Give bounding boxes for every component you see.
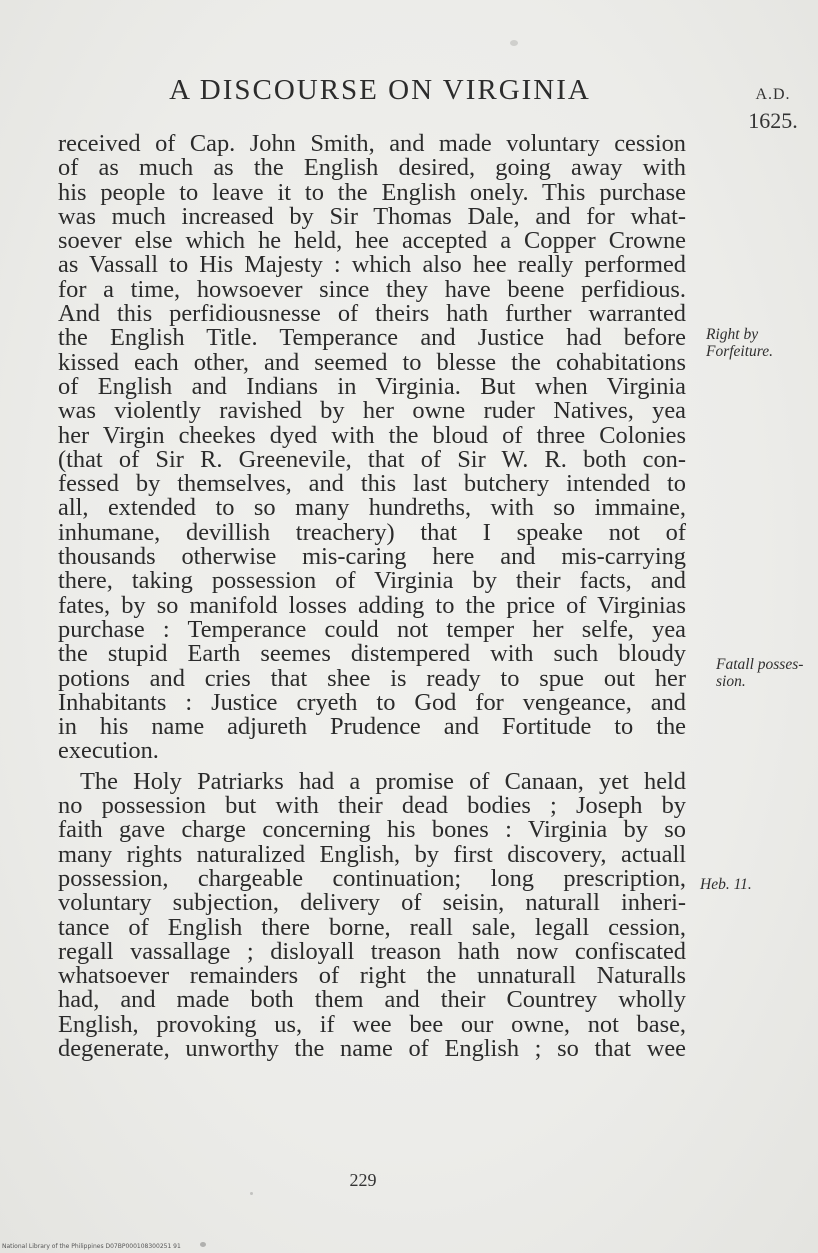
text-line: regall vassallage ; disloyall treason hath now confiscated — [58, 937, 686, 965]
text-line: fates, by so manifold losses adding to the price of Virginias — [58, 591, 686, 619]
text-line: And this perfidiousnesse of theirs hath further warranted — [58, 300, 686, 328]
margin-note-fatall-possession — [716, 656, 803, 690]
paragraph-1 — [58, 132, 686, 764]
text-line: her Virgin cheekes dyed with the bloud of three Colonies — [58, 421, 686, 449]
text-line: many rights naturalized English, by first discovery, actuall — [58, 840, 686, 868]
text-line: soever else which he held, hee accepted a Copper Crowne — [58, 227, 686, 255]
text-line: possession, chargeable continuation; long prescription, — [58, 864, 686, 892]
text-line: potions and cries that shee is ready to spue out her — [58, 664, 686, 692]
margin-note-line: Fatall posses- — [716, 656, 804, 673]
text-line: faith gave charge concerning his bones : Virginia by so — [58, 816, 686, 844]
scan-footer: National Library of the Philippines D07BP000108300251 91 — [2, 1243, 181, 1250]
text-line: there, taking possession of Virginia by their facts, and — [58, 567, 686, 595]
margin-note-right-by — [706, 326, 773, 360]
text-line: whatsoever remainders of right the unnaturall Naturalls — [58, 962, 686, 990]
margin-year — [738, 82, 808, 134]
text-line: tance of English there borne, reall sale, legall cession, — [58, 913, 686, 941]
text-line: Inhabitants : Justice cryeth to God for vengeance, and — [58, 688, 686, 716]
body-text — [58, 132, 686, 1061]
text-line: voluntary subjection, delivery of seisin, naturall inheri- — [58, 889, 686, 917]
margin-note-heb: Heb. 11. — [700, 876, 752, 893]
text-line: the stupid Earth seemes distempered with such bloudy — [58, 640, 686, 668]
text-line: his people to leave it to the English onely. This purchase — [58, 178, 686, 206]
margin-note-line: Forfeiture. — [706, 343, 774, 360]
text-line: kissed each other, and seemed to blesse the cohabitations — [58, 348, 686, 376]
text-line: purchase : Temperance could not temper her selfe, yea — [58, 615, 686, 643]
text-line: as Vassall to His Majesty : which also hee really performed — [58, 251, 686, 279]
text-line: in his name adjureth Prudence and Fortitude to the — [58, 713, 686, 741]
text-line: English, provoking us, if wee bee our owne, not base, — [58, 1010, 686, 1038]
paper-speck — [250, 1192, 253, 1195]
paper-speck — [510, 40, 518, 46]
text-line: fessed by themselves, and this last butchery intended to — [58, 470, 686, 498]
paragraph-2 — [58, 767, 686, 1062]
paper-speck — [200, 1242, 206, 1247]
margin-year-ad: A.D. — [755, 86, 791, 103]
text-line: thousands otherwise mis-caring here and mis-carrying — [58, 543, 686, 571]
text-line: no possession but with their dead bodies ; Joseph by — [58, 792, 686, 820]
text-line: had, and made both them and their Countrey wholly — [58, 986, 686, 1014]
text-line: was much increased by Sir Thomas Dale, and for what- — [58, 202, 686, 230]
text-line: execution. — [58, 737, 159, 765]
text-line: all, extended to so many hundreths, with so immaine, — [58, 494, 686, 522]
text-line: The Holy Patriarks had a promise of Canaan, yet held — [80, 767, 686, 795]
text-line: received of Cap. John Smith, and made voluntary cession — [58, 130, 686, 157]
margin-year-value: 1625. — [748, 108, 798, 133]
text-line: was violently ravished by her owne ruder Natives, yea — [58, 397, 686, 425]
margin-note-line: sion. — [716, 673, 746, 690]
running-header: A DISCOURSE ON VIRGINIA — [169, 74, 591, 106]
text-line: degenerate, unworthy the name of English ; so that wee — [58, 1034, 686, 1062]
text-line: of English and Indians in Virginia. But when Virginia — [58, 372, 686, 400]
text-line: the English Title. Temperance and Justice had before — [58, 324, 686, 352]
text-line: for a time, howsoever since they have beene perfidious. — [58, 275, 686, 303]
margin-note-line: Right by — [706, 326, 759, 343]
text-line: of as much as the English desired, going away with — [58, 154, 686, 182]
page-number: 229 — [349, 1170, 377, 1190]
text-line: inhumane, devillish treachery) that I speake not of — [58, 518, 686, 546]
text-line: (that of Sir R. Greenevile, that of Sir W. R. both con- — [58, 445, 686, 473]
